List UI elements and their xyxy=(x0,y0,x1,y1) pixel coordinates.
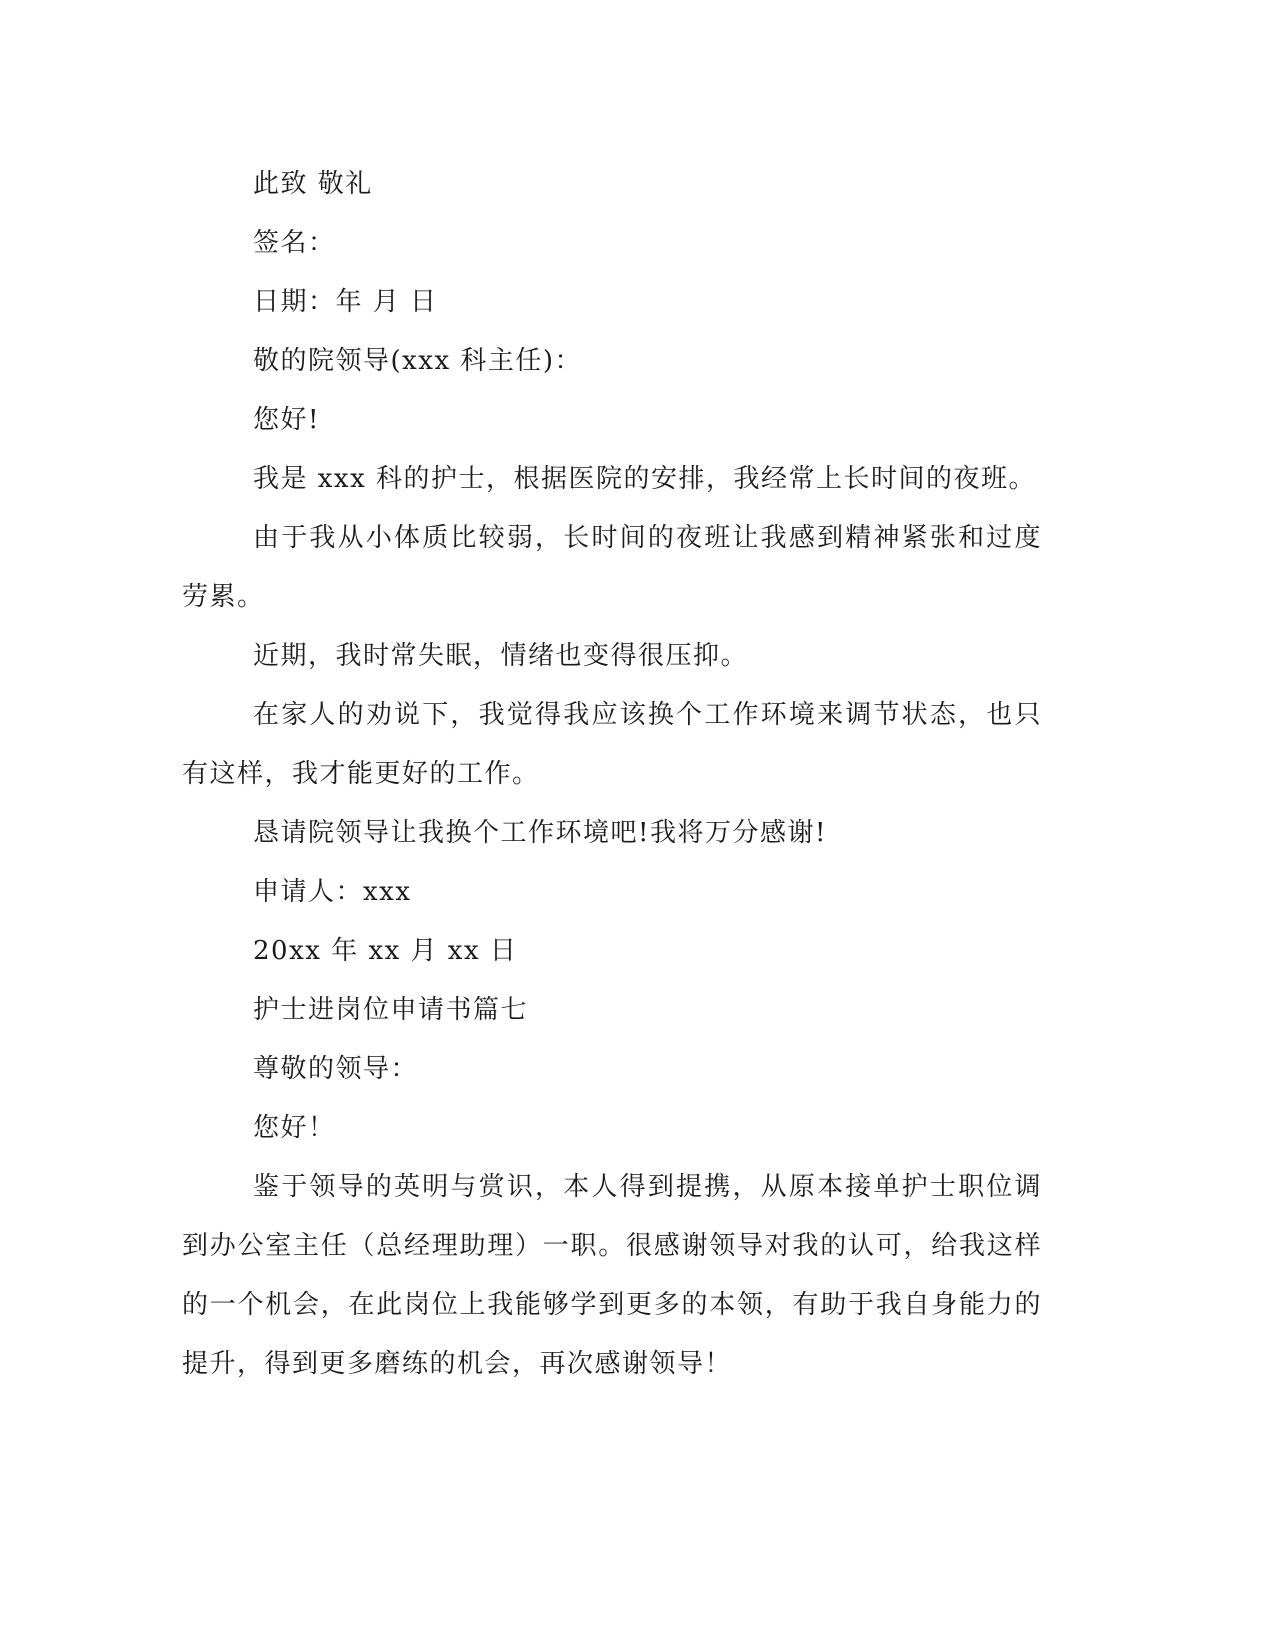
closing-salutation: 此致 敬礼 xyxy=(253,169,373,199)
body-paragraph: 恳请院领导让我换个工作环境吧!我将万分感谢! xyxy=(253,818,827,848)
hello-line: 您好！ xyxy=(253,1113,336,1143)
document-body xyxy=(182,155,1042,1394)
body-paragraph: 由于我从小体质比较弱，长时间的夜班让我感到精神紧张和过度劳累。 xyxy=(182,523,1042,612)
signature-line: 签名： xyxy=(253,228,336,258)
hello-line: 您好! xyxy=(253,405,320,435)
body-paragraph: 鉴于领导的英明与赏识，本人得到提携，从原本接单护士职位调到办公室主任（总经理助理）一职。很感谢领导对我的认可，给我这样的一个机会，在此岗位上我能够学到更多的本领，有助于我自身能力的提升，得到更多磨练的机会，再次感谢领导！ xyxy=(182,1172,1042,1379)
body-paragraph: 近期，我时常失眠，情绪也变得很压抑。 xyxy=(253,641,749,671)
letter-greeting: 敬的院领导(xxx 科主任)： xyxy=(253,346,583,376)
date-line: 日期：年 月 日 xyxy=(253,287,438,317)
letter-greeting: 尊敬的领导： xyxy=(253,1054,419,1084)
body-paragraph: 在家人的劝说下，我觉得我应该换个工作环境来调节状态，也只有这样，我才能更好的工作。 xyxy=(182,700,1042,789)
section-title: 护士进岗位申请书篇七 xyxy=(253,995,529,1025)
body-paragraph: 我是 xxx 科的护士，根据医院的安排，我经常上长时间的夜班。 xyxy=(253,464,1037,494)
applicant-line: 申请人：xxx xyxy=(253,877,412,907)
application-date: 20xx 年 xx 月 xx 日 xyxy=(253,936,518,966)
